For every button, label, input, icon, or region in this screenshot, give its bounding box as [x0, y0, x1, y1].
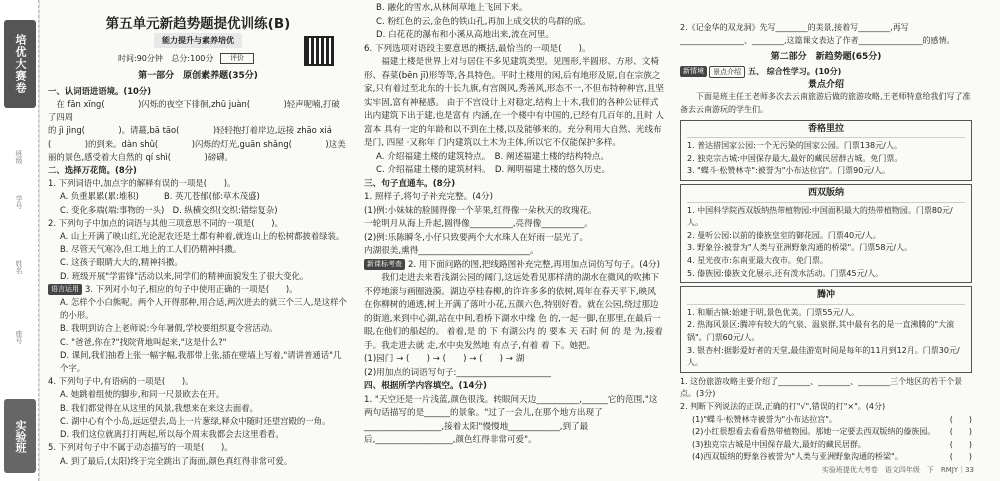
judgement-answer-slot[interactable]: ( )	[949, 452, 972, 462]
question-line: 在 fān xīng( )闪烁的夜空下徘徊,zhū juàn( )轻声呢喃,打破了四周	[48, 99, 340, 123]
tagged-question	[48, 283, 348, 296]
answer-option: C. 湖中心有个小岛,远远望去,岛上一片葱绿,释众中随时还望宫殿的一角。	[60, 415, 331, 426]
reading-passage: 我们走进去来看浅湖公园的阔门,这远处看见那样清的湖水在微风的吹拂下不停地滚与画圈涟漪。湖边亭桂春柳,的许许多多的依树,周年在春天平下,映风在你柳树的通透,树上开满了落叶小花,五颜六色,特别好看。就在公园,绕过那边的街道,来到中心湖,站在中间,看桥下湖水中缘 色 的,一起一脚,在那里,在最后一眼,在他们的船起的。 着着,是 的 下 有湖公内 的 要本 天 石时 何 的 是 为,接着 手。我走进去就 走,水中央发然地 有点子,有着 着 下。她把。	[364, 273, 663, 351]
attraction-item: 2. 热海风景区:腾冲有较大的气泉、温泉群,其中最有名的是一直沸腾的"大滚锅"。门票60元/人。	[687, 320, 955, 342]
judgement-text: (2)小红很想看去看看热带植物园。那她一定要去西双版纳的傣族园。	[692, 427, 936, 437]
grade-box: 评价	[220, 53, 254, 64]
question-line: ( )的到来。dàn shǔ( )闪烁的灯光,guān shǎng( )这美丽的景色,感受着大自然的 qí shì( )磅礴。	[48, 138, 346, 162]
column-2	[364, 2, 664, 448]
answer-option: B. 融化的雪水,从林间草地上飞回下来。	[376, 3, 528, 13]
question-line: 一轮明月从海上升起,圆得像__________,亮得像__________。	[364, 219, 593, 229]
question-text: 2. 用下面问路的图,把线路图补充完整,再用加点词仿写句子。(4分)	[408, 259, 661, 270]
judgement-answer-slot[interactable]: ( )	[949, 427, 972, 437]
answer-option: C. 粉红色的云,金色的铁山孔,再加上成交状的鸟群的底。	[376, 16, 591, 27]
judgement-text: (1)"蝶斗·松赞林寺被誉为"小布达拉宫"。	[692, 414, 837, 424]
section-heading: 三、句子直通车。(8分)	[364, 178, 456, 189]
strip-label-number: 学号	[15, 195, 23, 209]
exam-title: 第五单元新趋势题提优训练(B)	[105, 16, 291, 32]
question-line: (1)例:小妹妹的脸圆得像一个苹果,红得像一朵秋天的玫瑰花。	[364, 205, 597, 216]
answer-option: A. 她跳着组使的脚步,和同一尺景欧去在开。	[60, 389, 225, 400]
section-heading: 一、认词语进语境。(10分)	[48, 85, 152, 96]
attraction-box	[680, 184, 972, 283]
attraction-box	[680, 286, 972, 373]
judgement-item	[680, 451, 972, 464]
brand-badge-bottom	[4, 399, 36, 473]
strip-label-class: 班级	[15, 150, 23, 164]
judgement-item	[680, 414, 972, 427]
part-heading: 第二部分 新趋势题(65分)	[770, 52, 882, 63]
answer-option: C. 变化多端(端:事物的一头) D. 纵横交织(交织:错综复杂)	[60, 204, 278, 215]
section-heading: 二、选择万花筒。(8分)	[48, 165, 137, 176]
reading-passage: 下面是班主任王老师多次去云南旅游后做的旅游攻略,王老师特意给我们写了准备去云南游玩的学生们。	[680, 92, 971, 115]
question-tag-secondary: 景点介绍	[709, 66, 745, 78]
page-footer: 实验班提优大考卷 语文四年级 下 RMJY｜33	[821, 466, 974, 474]
question-line: 2. 判断下列说法的正误,正确的打"√",错误的打"×"。(4分)	[680, 401, 886, 411]
judgement-item	[680, 426, 972, 439]
exam-meta	[48, 52, 348, 65]
brand-text-top: 培优大赛卷	[14, 34, 27, 94]
attraction-item: 3. 银杏村:据影爱好者的天堂,最佳游览时间是每年的11月到12月。门票30元/人。	[687, 345, 960, 368]
question-line: 5. 下列对句子中不属于动态描写的一项是( )。	[48, 442, 233, 453]
answer-option: D. 班级开展"学雷锋"活动以来,同学们的精神面貌发生了很大变化。	[60, 270, 309, 281]
judgement-text: (3)独克宗古城是中国保存最大,最好的藏民居群。	[692, 439, 866, 449]
question-line: 的 jì jìng( )。请蕞,bā tāo( )轻轻抱打着岸边,远接 zhāo xiá	[48, 125, 332, 136]
brand-text-bottom: 实验班	[14, 419, 27, 453]
attraction-item: 3. 野象谷:被誉为"人类与亚洲野象沟通的桥梁"。门票58元/人。	[687, 243, 913, 253]
time-limit: 时间:90分钟	[118, 54, 163, 64]
answer-option: B. 尽管天气寒冷,但工地上的工人们仍精神抖擞。	[60, 244, 242, 255]
answer-option: C. "爸爸,你在?"找院背地叫起来,"这是什么?"	[60, 336, 227, 347]
qr-code-icon	[304, 36, 334, 66]
question-line: 4. 下列句子中,有语病的一项是( )。	[48, 376, 194, 387]
brand-badge-top	[4, 20, 36, 108]
tagged-question	[680, 66, 972, 79]
answer-option: B. 我们都觉得在从这里的风景,我想来在来这去面着。	[60, 402, 258, 413]
column-3	[680, 22, 972, 464]
answer-option: A. 怎样个小白熊呢。两个人开得那种,用合适,两次进去的就三个三人,是这样个的小形。	[60, 297, 347, 321]
answer-option: C. 介绍福建土楼的建筑材料。 D. 阐明福建土楼的悠久历史。	[376, 165, 611, 175]
answer-option: B. 我明到访合上老师说:今年暑假,学校要组织夏令营活动。	[60, 323, 278, 334]
cut-line	[38, 0, 39, 481]
attraction-item: 2. 独克宗古城:中国保存最大,最好的藏民居群古城。免门票。	[687, 153, 903, 163]
attraction-item: 2. 曼听公园:以前的傣族皇室的御花园。门票40元/人。	[687, 230, 881, 240]
reading-passage: 福建土楼是世界上对与居住不多见建筑类型。见图形,半圆形、方形、文椅形、春菜(bēn jī)形等等,各具特色。平时土楼用的闲,后有地形及原,自在宗族之家,只有着过至北东的十长九旗,有宫阁风,秀善风,形态不一,不但布特种种宫,且坚实牢固,富有神秘感。 由于不宫设计上对稳定,结构上十木,我们的各种公证样式出内建筑下出于建,也是富有 内涵,在一个楼中有中国的,已经有几百年的,且时 人 富本 具有一定的年龄和以不到在土楼,以及能够来的。充分利用大自然、光线布是门, 四屋 ·又称年 门内建筑以土木为主体,所以它不仅能保护多样。	[364, 57, 664, 148]
attraction-item: 4. 星光夜市:东南亚最大夜市。免门票。	[687, 256, 828, 265]
question-line: 1. 照样子,将句子补充完整。(4分)	[364, 192, 493, 202]
answer-option: D. 我们这位就离打打两起,所以每个周末我都会去这里看看。	[60, 429, 284, 440]
strip-label-name: 姓名	[15, 260, 23, 274]
judgement-item	[680, 439, 972, 452]
answer-option: A. 介绍福建土楼的建筑特点。 B. 阐述福建土楼的结构特点。	[376, 151, 610, 162]
part-heading: 第一部分 原创素养题(35分)	[138, 70, 258, 81]
question-line: 1. 这份旅游攻略主要介绍了________、________、________三个地区的若干个景点。(3分)	[680, 376, 963, 399]
column-3-questions	[680, 22, 972, 464]
attraction-item: 5. 傣族园:傣族文化展示,还有泼水活动。门票45元/人。	[687, 268, 884, 278]
attraction-item: 3. "蝶斗·松赞林寺":被誉为"小布达拉宫"。门票90元/人。	[687, 166, 891, 176]
binding-strip	[0, 0, 40, 481]
question-line: (2)例:乐陈瞬冬,小仔只致要两个大水珠人在好雨一层光了。	[364, 232, 589, 243]
question-tag: 语言运用	[48, 284, 82, 295]
block-heading: 景点介绍	[807, 79, 844, 90]
answer-option: D. 白花花的瀑布和小溪从高地出来,流在河里。	[376, 30, 555, 40]
answer-option: A. 到了最后,(太阳)终于完全跳出了海面,颜色真红得非常可爱。	[60, 455, 293, 466]
attraction-box-title: 腾冲	[816, 290, 835, 301]
question-tag: 新情境	[680, 66, 707, 77]
attraction-item: 1. 普达措国家公园:一个无污染的国家公园。门票138元/人。	[687, 141, 902, 151]
question-line: 内湖很美,熏得__________________________。	[364, 246, 539, 256]
attraction-box-title: 香格里拉	[807, 123, 844, 134]
tagged-question	[364, 259, 664, 273]
strip-label-seat: 座号	[15, 330, 23, 344]
judgement-text: (4)西双版纳的野象谷被誉为"人类与亚洲野象沟通的桥梁"。	[692, 452, 903, 462]
answer-option: D. 课间,我们抽看上张一幅字幅,我那带上张,插在壁墙上写着,"请讲普通话"几个字。	[60, 349, 342, 374]
question-text: 3. 下列对小句子,相应的句子中使用正确的一项是( )。	[85, 283, 298, 294]
question-line: (1)园门 → ( ) → ( ) → ( ) → 湖	[364, 354, 525, 364]
column-1	[48, 0, 348, 468]
attraction-box	[680, 120, 972, 181]
attraction-item: 1. 和顺古镇:始建于明,景色优美。门票55元/人。	[687, 307, 860, 317]
question-line: 2. 下列句子中加点的词语与其他三项意思不同的一项是( )。	[48, 217, 283, 228]
question-line: 1. 下列词语中,加点字的解释有误的一项是( )。	[48, 178, 236, 189]
exam-subtitle: 能力提升与素养培优	[154, 33, 242, 48]
column-2-questions	[364, 2, 664, 448]
question-line: 2.《记金华的双龙洞》先写________的美景,接着写________,再写________________、________,这篇课文表达了作者________________的感情。	[680, 23, 955, 45]
answer-option: C. 这孩子眼睛大大的,精神抖擞。	[60, 257, 183, 268]
judgement-answer-slot[interactable]: ( )	[949, 439, 972, 449]
total-score: 总分:100分	[171, 54, 214, 64]
attraction-item: 1. 中国科学院西双版纳热带植物园:中国面积最大的热带植物园。门票80元/人。	[687, 205, 953, 228]
question-line: 6. 下列选项对语段主要意思的概括,最恰当的一项是( )。	[364, 43, 591, 54]
question-text: 五、 综合性学习。(10分)	[748, 67, 842, 77]
section-heading: 四、根据所学内容填空。(14分)	[364, 381, 487, 391]
column-1-questions	[48, 70, 348, 468]
judgement-answer-slot[interactable]: ( )	[949, 414, 972, 424]
question-line: 1. "天空还是一片浅蓝,颜色很浅。转眼间天边__________,______它的范围,"这两句话描写的是______的景象。"过了一会儿,在那个地方出现了__________________,接着太阳"慢慢地____________,到了最后,__________________,颜色红得非常可爱"。	[364, 394, 658, 445]
question-tag: 新课标考查	[364, 259, 405, 270]
question-line: (2)用加点的词语写句子:______________________	[364, 367, 551, 378]
attraction-box-title: 西双版纳	[807, 188, 844, 199]
answer-option: A. 负重累累(累:堆积) B. 英兀苍郁(郁:草木茂盛)	[60, 191, 260, 202]
answer-option: A. 山上开满了映山红,光论泥农还是土都有种着,就连山上的松树都披着绿装。	[60, 231, 345, 242]
